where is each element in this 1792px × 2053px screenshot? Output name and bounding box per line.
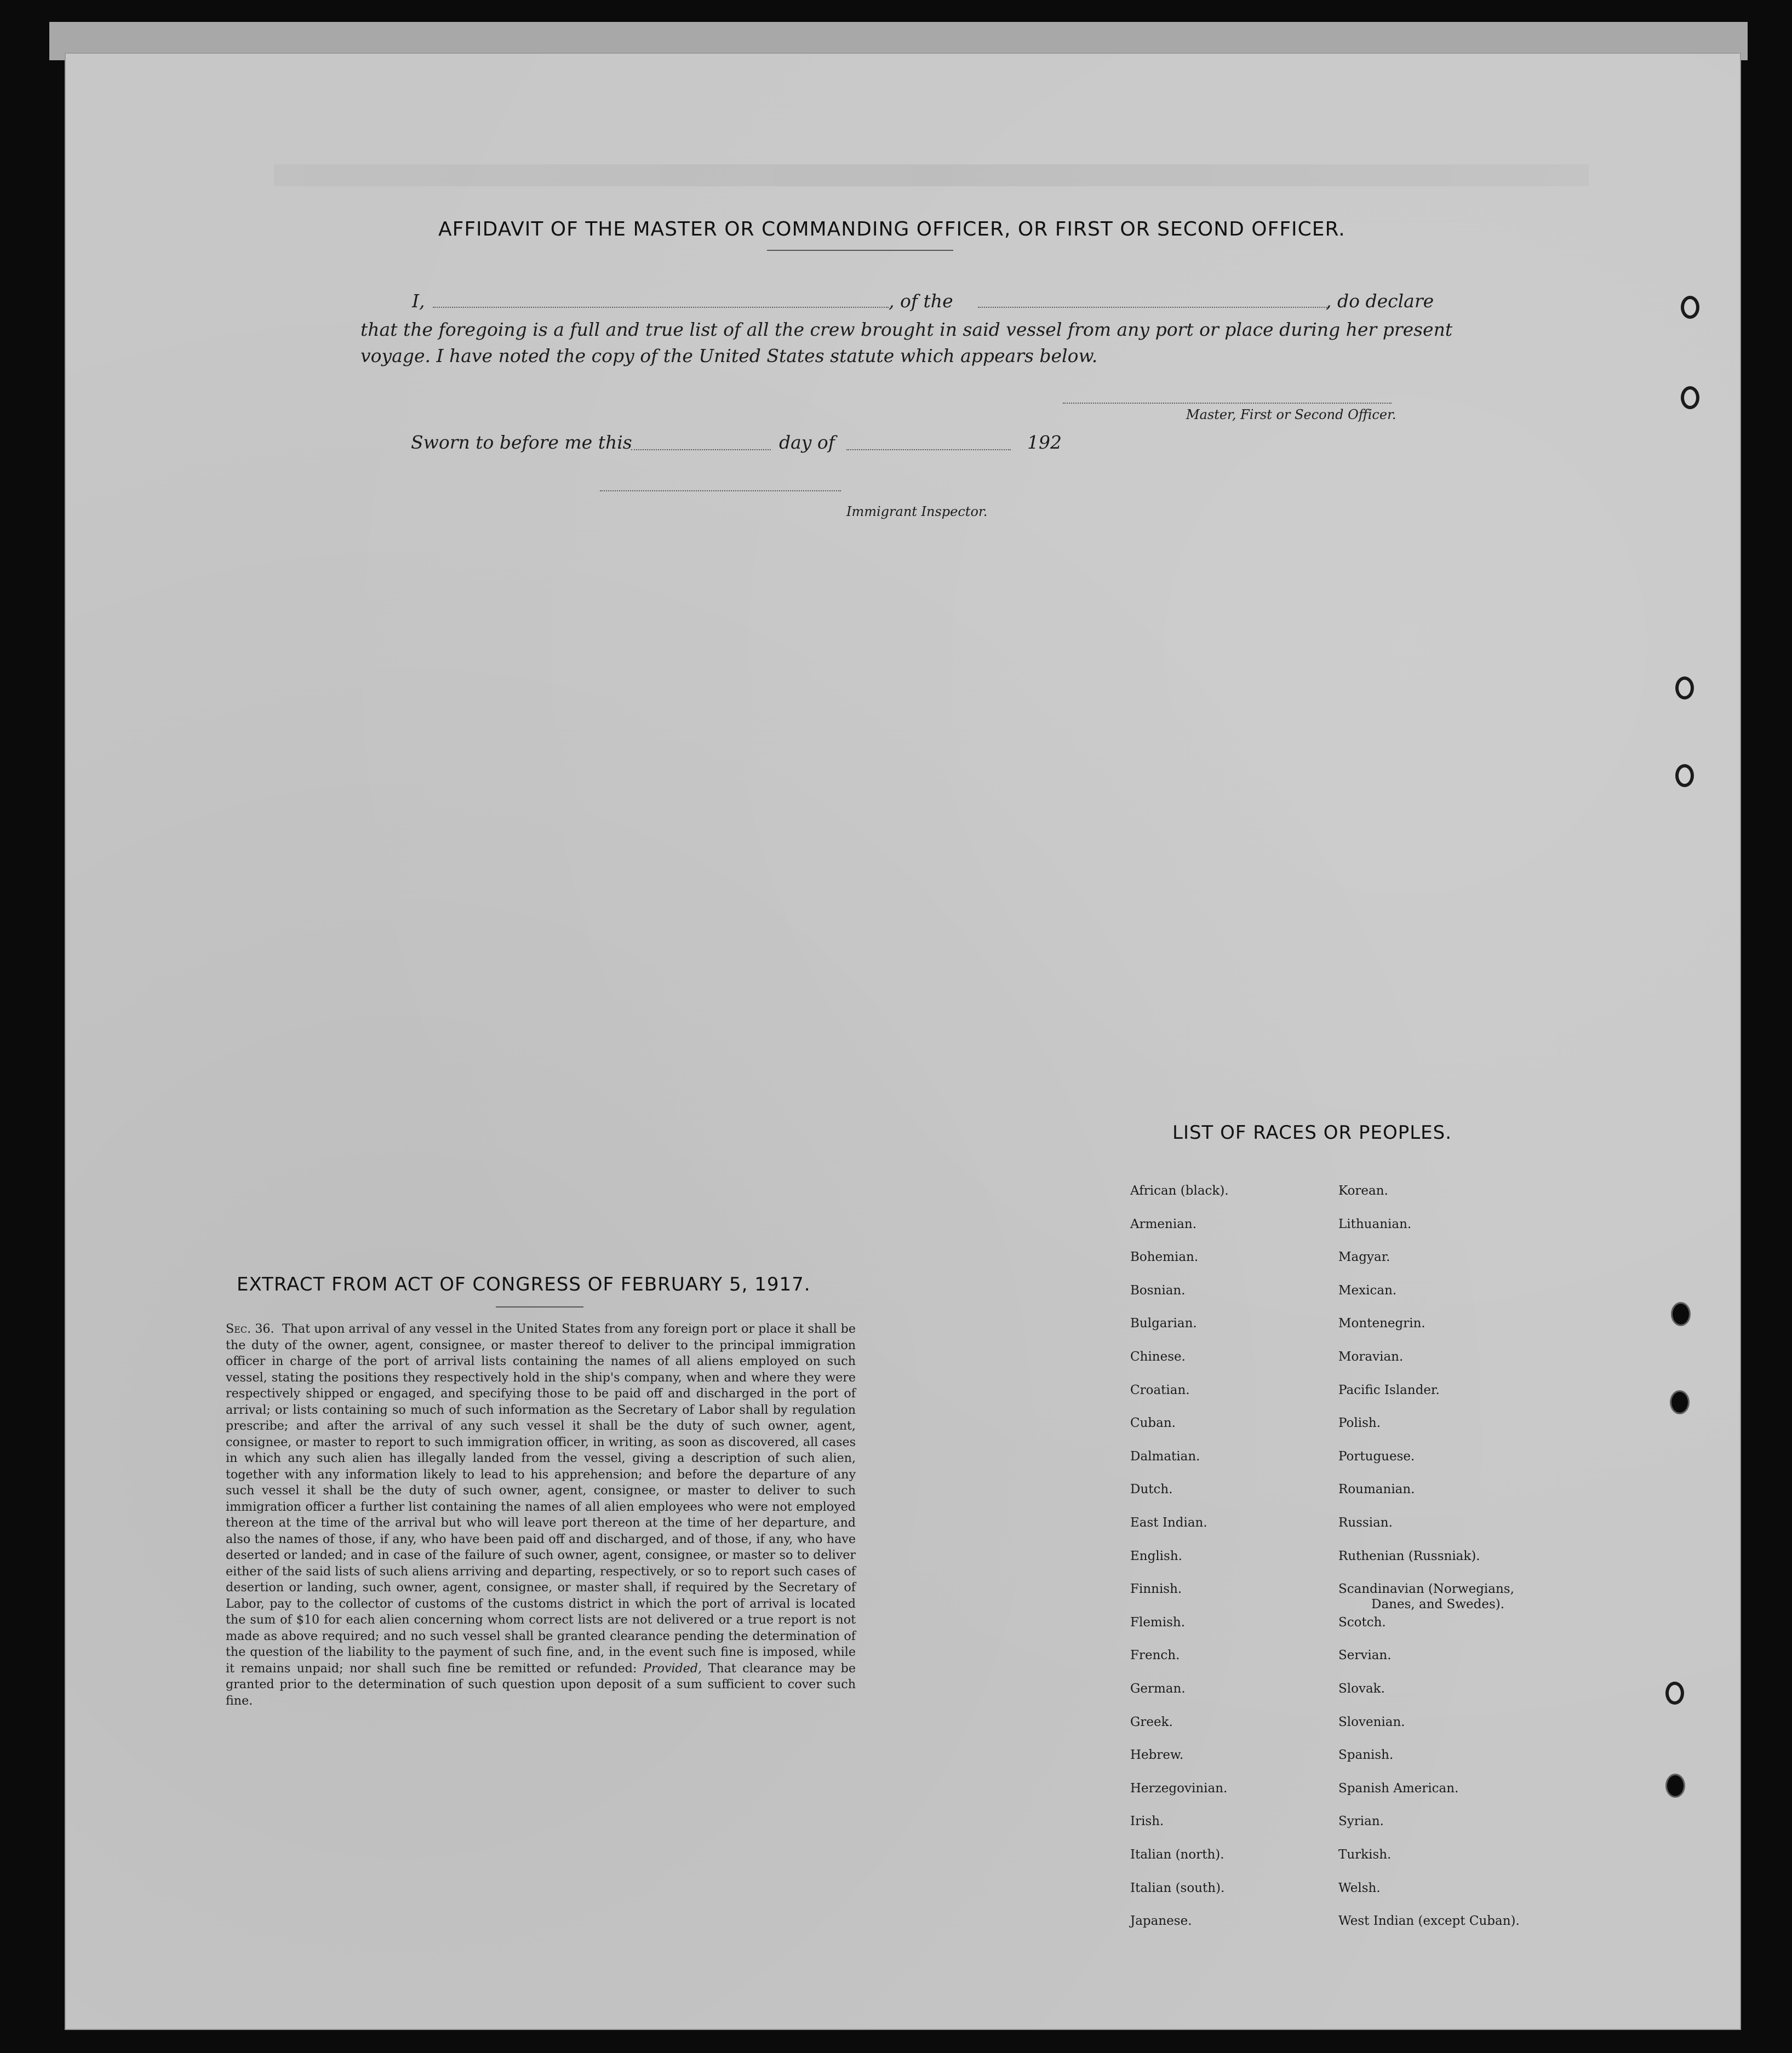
race-item: French.: [1130, 1648, 1180, 1663]
extract-body: [226, 1321, 856, 1709]
affidavit-title: AFFIDAVIT OF THE MASTER OR COMMANDING OFFICER, OR FIRST OR SECOND OFFICER.: [438, 218, 1346, 240]
race-item: Spanish American.: [1338, 1781, 1459, 1796]
punch-hole: [1675, 764, 1694, 787]
affidavit-line-3: voyage. I have noted the copy of the United States statute which appears below.: [360, 345, 1098, 366]
affidavit-i: I,: [412, 290, 425, 312]
race-item: Finnish.: [1130, 1582, 1182, 1597]
provided-word: Provided,: [643, 1661, 702, 1676]
extract-text-part2: That clearance may be granted prior to the determination of such question upon deposit of a sum sufficient to cover such fine.: [226, 1661, 856, 1708]
race-item: Pacific Islander.: [1338, 1383, 1440, 1397]
race-item: Portuguese.: [1338, 1449, 1415, 1464]
race-item: Japanese.: [1130, 1914, 1192, 1929]
race-item: Scandinavian (Norwegians,: [1338, 1582, 1514, 1597]
race-item: German.: [1130, 1682, 1186, 1696]
race-item: Ruthenian (Russniak).: [1338, 1549, 1480, 1563]
punch-hole: [1665, 1774, 1685, 1798]
race-item: Bohemian.: [1130, 1250, 1199, 1265]
punch-hole: [1675, 676, 1694, 699]
race-item: Irish.: [1130, 1814, 1164, 1829]
master-signature-field[interactable]: [1063, 403, 1392, 404]
race-item: Armenian.: [1130, 1217, 1197, 1231]
extract-text-part1: That upon arrival of any vessel in the United States from any foreign port or place it shall be the duty of the owner, agent, consignee, or master thereof to deliver to the principal immigration officer in charge of the port of arrival lists containing the names of all aliens employed on such vessel, stating the positions they respectively hold in the ship's company, when and where they were respectively shipped or engaged, and specifying those to be paid off and discharged in the port of arrival; or lists containing so much of such information as the Secretary of Labor shall by regulation prescribe; and after the arrival of any such vessel it shall be the duty of such owner, agent, consignee, or master to report to such immigration officer, in writing, as soon as discovered, all cases in which any such alien has illegally landed from the vessel, giving a description of such alien, together with any information likely to lead to his apprehension; and before the departure of any such vessel it shall be the duty of such owner, agent, consignee, or master to deliver to such immigration officer a further list containing the names of all alien employees who were not employed thereon at the time of the arrival but who will leave port thereon at the time of her departure, and also the names of those, if any, who have been paid off and discharged, and of those, if any, who have deserted or landed; and in case of the failure of such owner, agent, consignee, or master so to deliver either of the said lists of such aliens arriving and departing, respectively, or so to report such cases of desertion or landing, such owner, agent, consignee, or master shall, if required by the Secretary of Labor, pay to the collector of customs of the customs district in which the port of arrival is located the sum of $10 for each alien concerning whom correct lists are not delivered or a true report is not made as above required; and no such vessel shall be granted clearance pending the determination of the question of the liability to the payment of such fine, and, in the event such fine is imposed, while it remains unpaid; nor shall such fine be remitted or refunded:: [226, 1322, 856, 1676]
races-title: LIST OF RACES OR PEOPLES.: [1172, 1122, 1452, 1144]
sworn-year: 192: [1027, 432, 1062, 453]
race-item: Croatian.: [1130, 1383, 1190, 1397]
race-item: Bosnian.: [1130, 1283, 1186, 1298]
sworn-day-field[interactable]: [631, 449, 771, 450]
race-item: Lithuanian.: [1338, 1217, 1412, 1231]
race-item: Bulgarian.: [1130, 1316, 1197, 1331]
race-item: Roumanian.: [1338, 1482, 1415, 1497]
race-item: Greek.: [1130, 1714, 1173, 1729]
race-item: Hebrew.: [1130, 1748, 1184, 1763]
section-label: Sec. 36.: [226, 1322, 274, 1336]
race-item: Chinese.: [1130, 1350, 1186, 1364]
race-item: East Indian.: [1130, 1516, 1207, 1530]
race-item: Slovenian.: [1338, 1714, 1405, 1729]
race-item: Dutch.: [1130, 1482, 1173, 1497]
race-item: Servian.: [1338, 1648, 1392, 1663]
race-item: Mexican.: [1338, 1283, 1397, 1298]
race-item: Herzegovinian.: [1130, 1781, 1228, 1796]
race-item: Danes, and Swedes).: [1371, 1597, 1505, 1612]
punch-hole: [1671, 1302, 1691, 1326]
race-item: Spanish.: [1338, 1748, 1394, 1763]
race-item: West Indian (except Cuban).: [1338, 1914, 1520, 1929]
punch-hole: [1681, 386, 1699, 409]
race-item: Polish.: [1338, 1416, 1381, 1431]
race-item: Montenegrin.: [1338, 1316, 1425, 1331]
race-item: Welsh.: [1338, 1880, 1381, 1895]
race-item: Korean.: [1338, 1184, 1388, 1198]
race-item: English.: [1130, 1549, 1182, 1563]
inspector-label: Immigrant Inspector.: [846, 504, 988, 519]
extract-title-rule: [496, 1306, 583, 1308]
race-item: Turkish.: [1338, 1848, 1392, 1862]
race-item: Syrian.: [1338, 1814, 1384, 1829]
race-item: Dalmatian.: [1130, 1449, 1200, 1464]
race-item: Italian (south).: [1130, 1880, 1225, 1895]
day-of-text: day of: [779, 432, 835, 453]
punch-hole: [1665, 1682, 1684, 1705]
race-item: Flemish.: [1130, 1615, 1186, 1630]
extract-title: EXTRACT FROM ACT OF CONGRESS OF FEBRUARY 5, 1917.: [237, 1274, 811, 1295]
punch-hole: [1670, 1390, 1690, 1414]
race-item: Italian (north).: [1130, 1848, 1224, 1862]
race-item: African (black).: [1130, 1184, 1229, 1198]
vessel-name-field[interactable]: [978, 307, 1329, 308]
punch-hole: [1681, 296, 1699, 319]
officer-name-field[interactable]: [433, 307, 889, 308]
race-item: Slovak.: [1338, 1682, 1385, 1696]
race-item: Magyar.: [1338, 1250, 1390, 1265]
affidavit-do-declare: , do declare: [1326, 290, 1434, 312]
race-item: Moravian.: [1338, 1350, 1404, 1364]
master-label: Master, First or Second Officer.: [1186, 407, 1396, 422]
inspector-signature-field[interactable]: [600, 490, 841, 491]
affidavit-line-2: that the foregoing is a full and true list of all the crew brought in said vessel from any port or place during her present: [360, 319, 1453, 340]
race-item: Scotch.: [1338, 1615, 1386, 1630]
sworn-text: Sworn to before me this: [411, 432, 632, 453]
race-item: Cuban.: [1130, 1416, 1176, 1431]
affidavit-of-the: , of the: [889, 290, 953, 312]
affidavit-title-rule: [767, 250, 953, 251]
sworn-month-field[interactable]: [846, 449, 1011, 450]
show-through-header: [274, 164, 1589, 186]
race-item: Russian.: [1338, 1516, 1393, 1530]
